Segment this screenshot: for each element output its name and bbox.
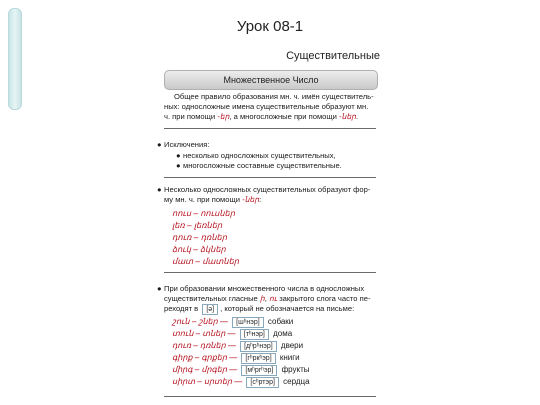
example-row: շուն – շներ — [шʰнэр] собаки xyxy=(172,317,294,326)
intro-paragraph xyxy=(164,92,376,122)
vowel-change-paragraph: ● При образовании множественного числа в односложных существительных гласные ի, ու закрытого слога часто пе- реходят в [ə] , который не обозначается на письме: xyxy=(157,284,371,313)
divider xyxy=(164,128,376,129)
intro-line-2: ных: односложные имена существительные образуют мн. xyxy=(164,102,369,111)
example-row: դուռ – դռներ — [дʰрʰнэр] двери xyxy=(172,341,304,350)
exception-item: ● несколько односложных существительных, xyxy=(176,151,336,160)
list-item: ձուկ – ձկներ xyxy=(172,245,226,254)
divider xyxy=(164,177,376,178)
exceptions-heading: ● Исключения: xyxy=(157,140,210,149)
intro-line-3: ч. при помощи -եր, а многосложные при помощи -ներ. xyxy=(164,112,359,121)
schwa-transcription: [ə] xyxy=(202,304,218,315)
list-item: լեռ – լեռներ xyxy=(172,221,223,230)
divider xyxy=(164,396,376,397)
suffix-er: -եր xyxy=(217,112,230,121)
example-row: տուն – տներ — [тʰнэр] дома xyxy=(172,329,293,338)
example-row: միրգ – մրգեր — [мʰргʰэр] фрукты xyxy=(172,365,310,374)
suffix-ner: -ներ xyxy=(339,112,356,121)
topic-banner: Множественное Число xyxy=(164,70,378,90)
monosyllabic-paragraph: ● Несколько односложных существительных образуют фор- му мн. ч. при помощи -ներ: xyxy=(157,185,371,204)
divider xyxy=(164,272,376,273)
list-item: ոուս – ոուսներ xyxy=(172,209,235,218)
example-row: սիրտ – սրտեր — [сʰртэр] сердца xyxy=(172,377,310,386)
lesson-title: Урок 08-1 xyxy=(236,18,304,35)
section-title: Существительные xyxy=(286,50,380,62)
list-item: դուռ – դռներ xyxy=(172,233,227,242)
exception-item: ● многосложные составные существительные. xyxy=(176,161,342,170)
example-row: գիրք – գրքեր — [гʰркʰэр] книги xyxy=(172,353,300,362)
intro-line-1: Общее правило образования мн. ч. имён существитель- xyxy=(174,92,374,101)
plural-word-list xyxy=(172,208,239,268)
list-item: մատ – մատներ xyxy=(172,257,239,266)
